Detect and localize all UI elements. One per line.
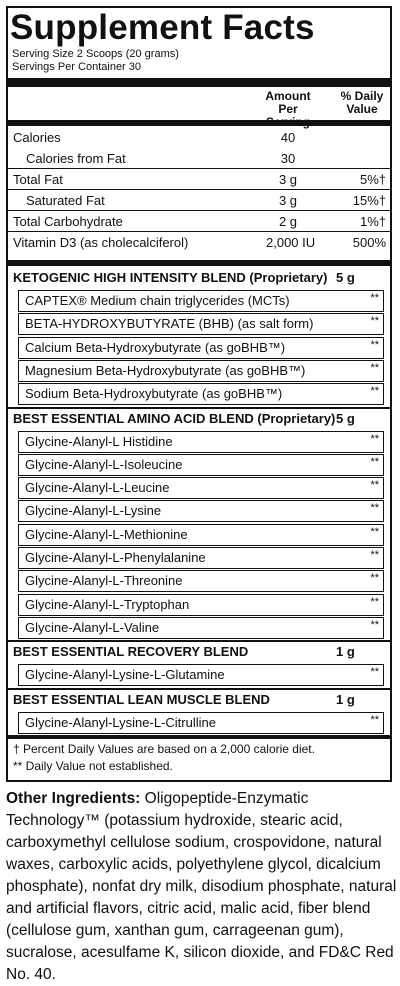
ingredient-label: CAPTEX® Medium chain triglycerides (MCTs): [25, 293, 290, 308]
daily-value-header: % Daily Value: [340, 89, 384, 116]
thick-rule: [8, 735, 390, 739]
ingredient-daily-value: **: [370, 432, 379, 445]
ingredient-daily-value: **: [370, 315, 379, 328]
ingredient-label: Glycine-Alanyl-L Histidine: [25, 433, 173, 449]
blend-ingredient: [18, 664, 384, 686]
panel-title: Supplement Facts: [10, 8, 315, 47]
ingredient-daily-value: **: [370, 502, 379, 515]
blend-heading: [8, 408, 390, 430]
blend-ingredient: [18, 431, 384, 453]
ingredient-label: Sodium Beta-Hydroxybutyrate (as goBHB™): [25, 386, 283, 402]
nutrient-daily-value: 1%†: [359, 214, 386, 229]
blend-heading: [8, 641, 390, 663]
supplement-facts-panel: [6, 6, 392, 782]
ingredient-daily-value: **: [370, 455, 379, 468]
nutrient-row: [8, 127, 390, 148]
ingredient-label: Glycine-Alanyl-L-Valine: [25, 619, 160, 635]
blend-ingredient: [18, 477, 384, 499]
blend-amount: 5 g: [336, 410, 355, 426]
blend-amount: 5 g: [336, 270, 355, 285]
nutrient-amount: 3 g: [278, 172, 298, 187]
blend-ingredient: [18, 570, 384, 592]
other-ingredients: [6, 788, 398, 986]
blend-name: BEST ESSENTIAL RECOVERY BLEND: [13, 644, 249, 660]
blend-ingredient: [18, 383, 384, 405]
nutrient-amount: 30: [280, 151, 296, 166]
ingredient-daily-value: **: [370, 479, 379, 492]
servings-per-container: Servings Per Container 30: [12, 61, 142, 73]
footnote-dv: † Percent Daily Values are based on a 2,000 calorie diet.: [13, 742, 315, 756]
ingredient-daily-value: **: [370, 549, 379, 561]
nutrient-label: Total Fat: [13, 172, 63, 187]
ingredient-daily-value: **: [370, 595, 379, 608]
ingredient-label: Glycine-Alanyl-L-Methionine: [25, 526, 188, 542]
blend-ingredient: [18, 360, 384, 382]
blend-ingredient: [18, 712, 384, 734]
blend-name: BEST ESSENTIAL LEAN MUSCLE BLEND: [13, 691, 270, 707]
ingredient-label: Glycine-Alanyl-L-Threonine: [25, 573, 183, 589]
ingredient-daily-value: **: [370, 572, 379, 585]
ingredient-daily-value: **: [370, 385, 379, 398]
ingredient-label: Glycine-Alanyl-L-Isoleucine: [25, 456, 183, 472]
blend-ingredient: [18, 524, 384, 546]
nutrient-daily-value: 500%: [352, 235, 386, 250]
blend-ingredient: [18, 454, 384, 476]
amount-per-serving-header: Amount Per: [265, 89, 311, 116]
nutrient-label: Calories: [13, 130, 61, 145]
nutrient-row: [8, 232, 390, 253]
blend-amount: 1 g: [336, 691, 355, 707]
ingredient-label: Glycine-Alanyl-Lysine-L-Citrulline: [25, 714, 216, 730]
ingredient-daily-value: **: [370, 292, 379, 304]
ingredient-daily-value: **: [370, 525, 379, 538]
nutrient-row: [8, 148, 390, 169]
footnote-not-established: ** Daily Value not established.: [13, 759, 173, 773]
nutrient-label: Calories from Fat: [26, 151, 126, 166]
ingredient-label: Glycine-Alanyl-Lysine-L-Glutamine: [25, 667, 225, 683]
blend-name: BEST ESSENTIAL AMINO ACID BLEND (Proprietary): [13, 410, 336, 426]
ingredient-label: Calcium Beta-Hydroxybutyrate (as goBHB™): [25, 339, 286, 355]
nutrient-daily-value: 15%†: [352, 193, 386, 208]
ingredient-label: Glycine-Alanyl-L-Lysine: [25, 503, 162, 519]
serving-size: Serving Size 2 Scoops (20 grams): [12, 48, 179, 60]
ingredient-label: BETA-HYDROXYBUTYRATE (BHB) (as salt form): [25, 316, 314, 332]
nutrient-row: [8, 169, 390, 190]
blend-ingredient: [18, 594, 384, 616]
blend-ingredient: [18, 617, 384, 639]
blend-heading: [8, 267, 390, 289]
other-ingredients-text: Oligopeptide-Enzymatic Technology™ (potassium hydroxide, stearic acid, carboxymethyl cellulose sodium, crospovidone, natural waxes, carboxylic acids, polyethylene glycol, dicalcium phosphate), nonfat dry milk, disodium phosphate, natural and artificial flavors, citric acid, malic acid, fiber blend (cellulose gum, xanthan gum, carrageenan gum), sucralose, acesulfame K, silicon dioxide, and FD&C Red No. 40.: [6, 790, 397, 983]
nutrient-row: [8, 211, 390, 232]
other-ingredients-heading: Other Ingredients:: [6, 790, 141, 807]
blend-name: KETOGENIC HIGH INTENSITY BLEND (Proprietary): [13, 270, 328, 285]
blend-heading: [8, 689, 390, 711]
nutrient-amount: 2,000 IU: [266, 235, 316, 250]
blend-ingredient: [18, 337, 384, 359]
blend-ingredient: [18, 547, 384, 569]
ingredient-daily-value: **: [370, 338, 379, 351]
nutrient-amount: 40: [280, 130, 296, 145]
nutrient-row: [8, 190, 390, 211]
ingredient-label: Glycine-Alanyl-L-Tryptophan: [25, 596, 190, 612]
ingredient-daily-value: **: [370, 618, 379, 631]
nutrient-label: Vitamin D3 (as cholecalciferol): [13, 235, 189, 250]
blend-amount: 1 g: [336, 644, 355, 660]
ingredient-label: Glycine-Alanyl-L-Leucine: [25, 480, 170, 496]
nutrient-label: Total Carbohydrate: [13, 214, 123, 229]
nutrient-daily-value: 5%†: [359, 172, 386, 187]
ingredient-daily-value: **: [370, 361, 379, 374]
medium-rule: [8, 120, 390, 126]
ingredient-label: Glycine-Alanyl-L-Phenylalanine: [25, 550, 206, 565]
ingredient-daily-value: **: [370, 666, 379, 679]
ingredient-label: Magnesium Beta-Hydroxybutyrate (as goBHB™): [25, 362, 306, 378]
thick-rule: [8, 260, 390, 266]
blend-ingredient: [18, 313, 384, 335]
nutrient-amount: 3 g: [278, 193, 298, 208]
nutrient-amount: 2 g: [278, 214, 298, 229]
blend-ingredient: [18, 500, 384, 522]
thick-rule: [8, 78, 390, 87]
blend-ingredient: [18, 290, 384, 312]
nutrient-label: Saturated Fat: [26, 193, 105, 208]
ingredient-daily-value: **: [370, 713, 379, 726]
